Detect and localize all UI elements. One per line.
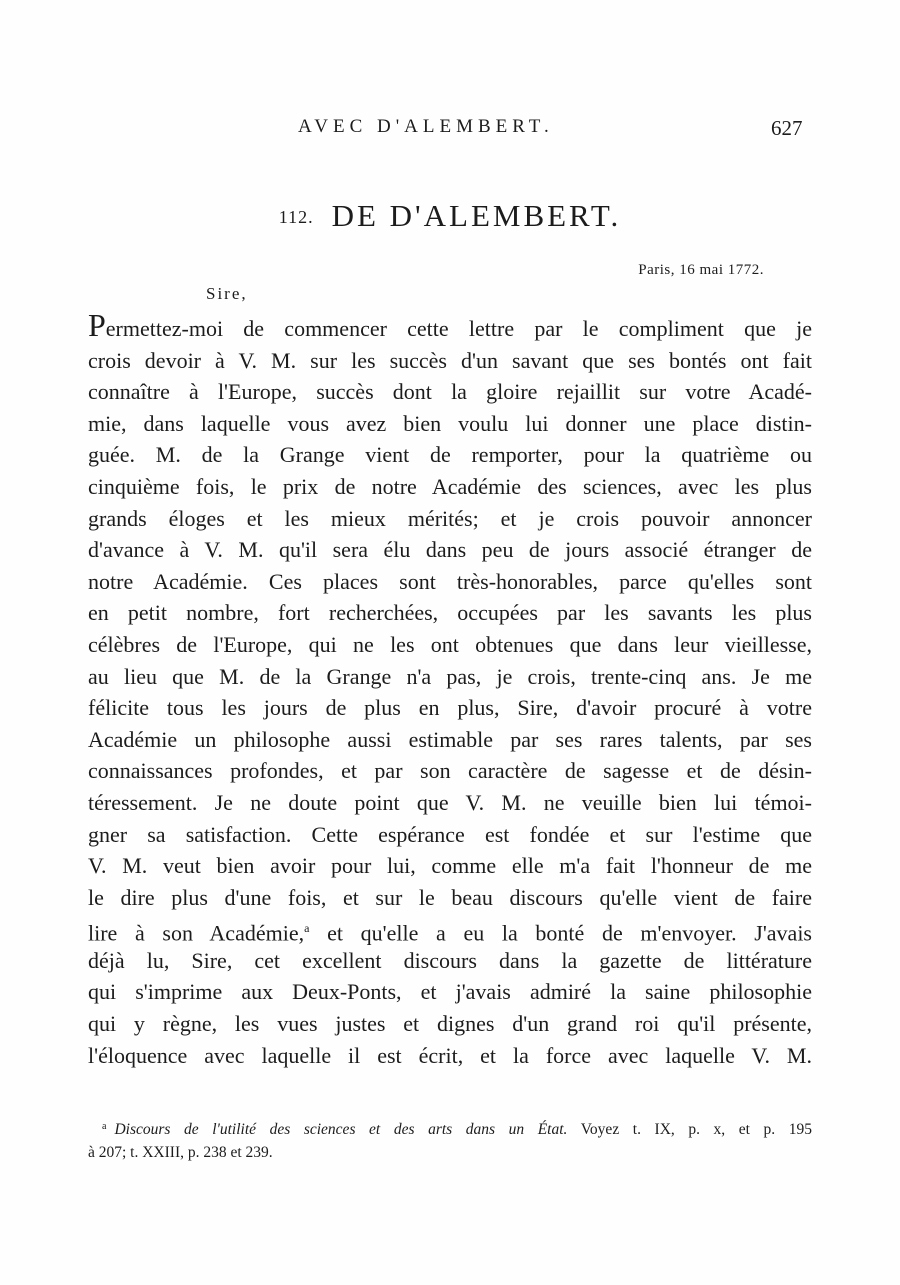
body-line-text: lire à son Académie, bbox=[88, 920, 305, 945]
body-line bbox=[88, 913, 812, 945]
page-number: 627 bbox=[771, 116, 803, 140]
body-line: téressement. Je ne doute point que V. M. ne veuille bien lui témoi- bbox=[88, 789, 812, 815]
footnote bbox=[88, 1114, 812, 1166]
letter-title: DE D'ALEMBERT. bbox=[331, 198, 622, 233]
body-line: gner sa satisfaction. Cette espérance est fondée et sur l'estime que bbox=[88, 821, 812, 847]
body-line: en petit nombre, fort recherchées, occupées par les savants les plus bbox=[88, 600, 812, 626]
body-line: l'éloquence avec laquelle il est écrit, et la force avec laquelle V. M. bbox=[88, 1042, 812, 1068]
body-line: qui s'imprime aux Deux-Ponts, et j'avais admiré la saine philosophie bbox=[88, 979, 812, 1005]
running-title: AVEC D'ALEMBERT. bbox=[298, 116, 554, 137]
letter-number: 112. bbox=[278, 207, 314, 227]
footnote-marker: a bbox=[102, 1121, 107, 1132]
salutation: Sire, bbox=[206, 284, 248, 303]
body-line: au lieu que M. de la Grange n'a pas, je crois, trente-cinq ans. Je me bbox=[88, 663, 812, 689]
body-line: mie, dans laquelle vous avez bien voulu lui donner une place distin- bbox=[88, 410, 812, 436]
place-date: Paris, 16 mai 1772. bbox=[638, 262, 764, 278]
footnote-line bbox=[88, 1114, 812, 1140]
body-line: félicite tous les jours de plus en plus, Sire, d'avoir procuré à votre bbox=[88, 695, 812, 721]
body-line bbox=[88, 313, 812, 345]
body-line: guée. M. de la Grange vient de remporter, pour la quatrième ou bbox=[88, 442, 812, 468]
drop-cap: P bbox=[88, 313, 106, 343]
body-line: le dire plus d'une fois, et sur le beau discours qu'elle vient de faire bbox=[88, 884, 812, 910]
body-line: grands éloges et les mieux mérités; et je crois pouvoir annoncer bbox=[88, 505, 812, 531]
footnote-reference: a bbox=[304, 921, 310, 936]
body-line: Académie un philosophe aussi estimable par ses rares talents, par ses bbox=[88, 726, 812, 752]
body-line: déjà lu, Sire, cet excellent discours dans la gazette de littérature bbox=[88, 947, 812, 973]
body-line: célèbres de l'Europe, qui ne les ont obtenues que dans leur vieillesse, bbox=[88, 631, 812, 657]
body-line: cinquième fois, le prix de notre Académie des sciences, avec les plus bbox=[88, 473, 812, 499]
body-line: V. M. veut bien avoir pour lui, comme elle m'a fait l'honneur de me bbox=[88, 853, 812, 879]
letter-heading bbox=[0, 198, 900, 234]
body-line: connaissances profondes, et par son caractère de sagesse et de désin- bbox=[88, 758, 812, 784]
footnote-title: Discours de l'utilité des sciences et des arts dans un État. bbox=[114, 1121, 568, 1138]
body-line: crois devoir à V. M. sur les succès d'un savant que ses bontés ont fait bbox=[88, 347, 812, 373]
footnote-reference-text: Voyez t. IX, p. x, et p. 195 bbox=[567, 1121, 812, 1138]
body-line: connaître à l'Europe, succès dont la gloire rejaillit sur votre Acadé- bbox=[88, 379, 812, 405]
body-line-text: ermettez-moi de commencer cette lettre par le compliment que je bbox=[105, 316, 812, 341]
body-line-text: et qu'elle a eu la bonté de m'envoyer. J'avais bbox=[309, 920, 812, 945]
body-line: d'avance à V. M. qu'il sera élu dans peu de jours associé étranger de bbox=[88, 537, 812, 563]
running-head bbox=[0, 116, 900, 146]
body-line: qui y règne, les vues justes et dignes d'un grand roi qu'il présente, bbox=[88, 1011, 812, 1037]
footnote-line: à 207; t. XXIII, p. 238 et 239. bbox=[88, 1144, 273, 1161]
body-line: notre Académie. Ces places sont très-honorables, parce qu'elles sont bbox=[88, 568, 812, 594]
letter-body bbox=[88, 313, 812, 1071]
